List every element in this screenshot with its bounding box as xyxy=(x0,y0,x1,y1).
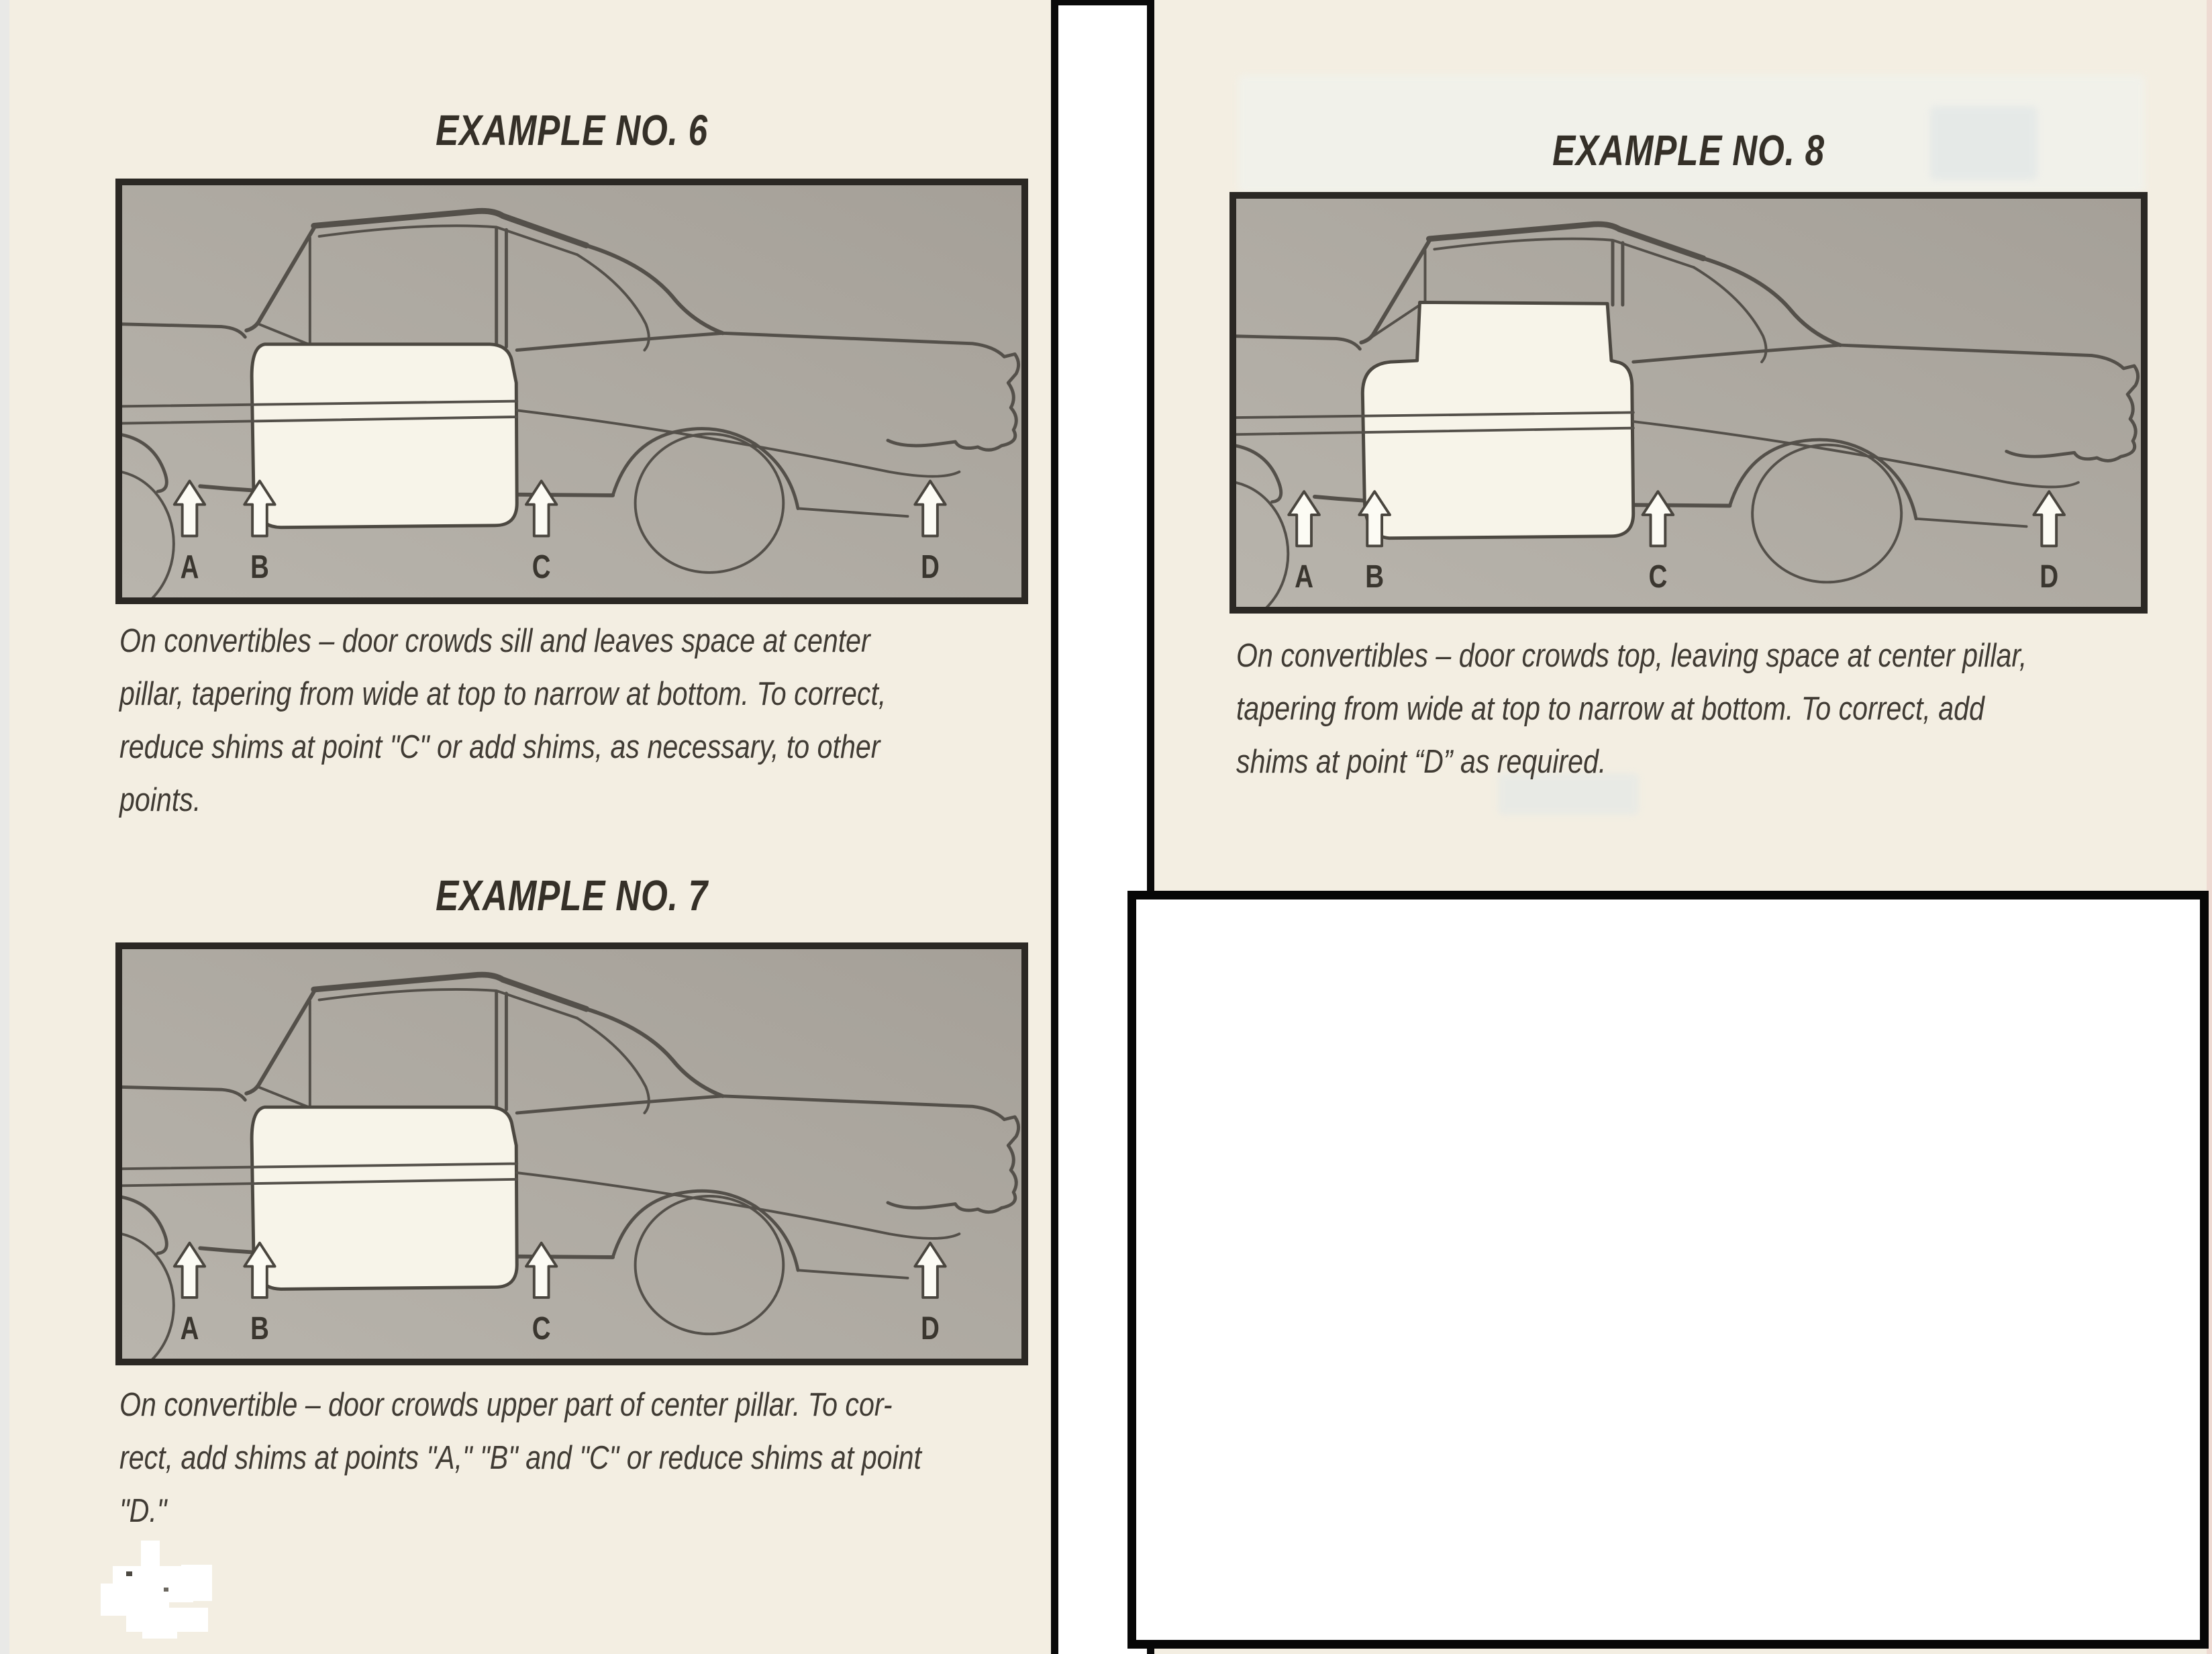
shim-point-label: C xyxy=(532,1310,551,1347)
example-8-caption xyxy=(1236,630,2027,789)
caption-line: pillar, tapering from wide at top to narrow at bottom. To correct, xyxy=(119,676,887,712)
caption-line: shims at point “D” as required. xyxy=(1236,744,1607,780)
example-8-figure xyxy=(1229,192,2148,614)
shim-point-label: B xyxy=(250,548,269,585)
shim-point-label: A xyxy=(180,1310,199,1347)
shim-point-label: D xyxy=(2040,558,2059,595)
caption-line: On convertibles – door crowds sill and leaves space at center xyxy=(119,623,870,659)
shim-point-label: B xyxy=(1365,558,1385,595)
example-8-title: EXAMPLE NO. 8 xyxy=(1552,126,1825,175)
shim-point-label: D xyxy=(921,1310,940,1347)
door-highlight xyxy=(252,1107,517,1289)
example-6-title: EXAMPLE NO. 6 xyxy=(436,106,708,154)
shim-point-label: A xyxy=(180,548,199,585)
caption-line: "D." xyxy=(119,1493,167,1529)
car-side-view-illustration xyxy=(122,949,1021,1359)
example-7-figure xyxy=(115,942,1028,1365)
caption-line: reduce shims at point "C" or add shims, as necessary, to other xyxy=(119,729,881,765)
blank-overlay-box xyxy=(1127,891,2209,1649)
example-7-title: EXAMPLE NO. 7 xyxy=(436,871,708,920)
caption-line: On convertibles – door crowds top, leaving space at center pillar, xyxy=(1236,638,2027,674)
door-highlight xyxy=(252,344,517,528)
shim-point-label: D xyxy=(921,548,940,585)
scan-edge-left xyxy=(0,0,9,1654)
eraser-mark xyxy=(101,1541,235,1641)
caption-line: points. xyxy=(119,782,201,818)
example-6-caption xyxy=(119,615,886,827)
car-side-view-illustration xyxy=(1236,199,2141,607)
example-7-caption xyxy=(119,1379,921,1538)
shim-point-label: B xyxy=(250,1310,269,1347)
shim-point-label: C xyxy=(1648,558,1668,595)
shim-point-label: A xyxy=(1295,558,1314,595)
car-side-view-illustration xyxy=(122,185,1021,597)
caption-line: On convertible – door crowds upper part of center pillar. To cor- xyxy=(119,1387,893,1423)
caption-line: tapering from wide at top to narrow at bottom. To correct, add xyxy=(1236,691,1984,727)
shim-point-label: C xyxy=(532,548,551,585)
example-6-figure xyxy=(115,179,1028,604)
caption-line: rect, add shims at points "A," "B" and "C" or reduce shims at point xyxy=(119,1440,921,1476)
